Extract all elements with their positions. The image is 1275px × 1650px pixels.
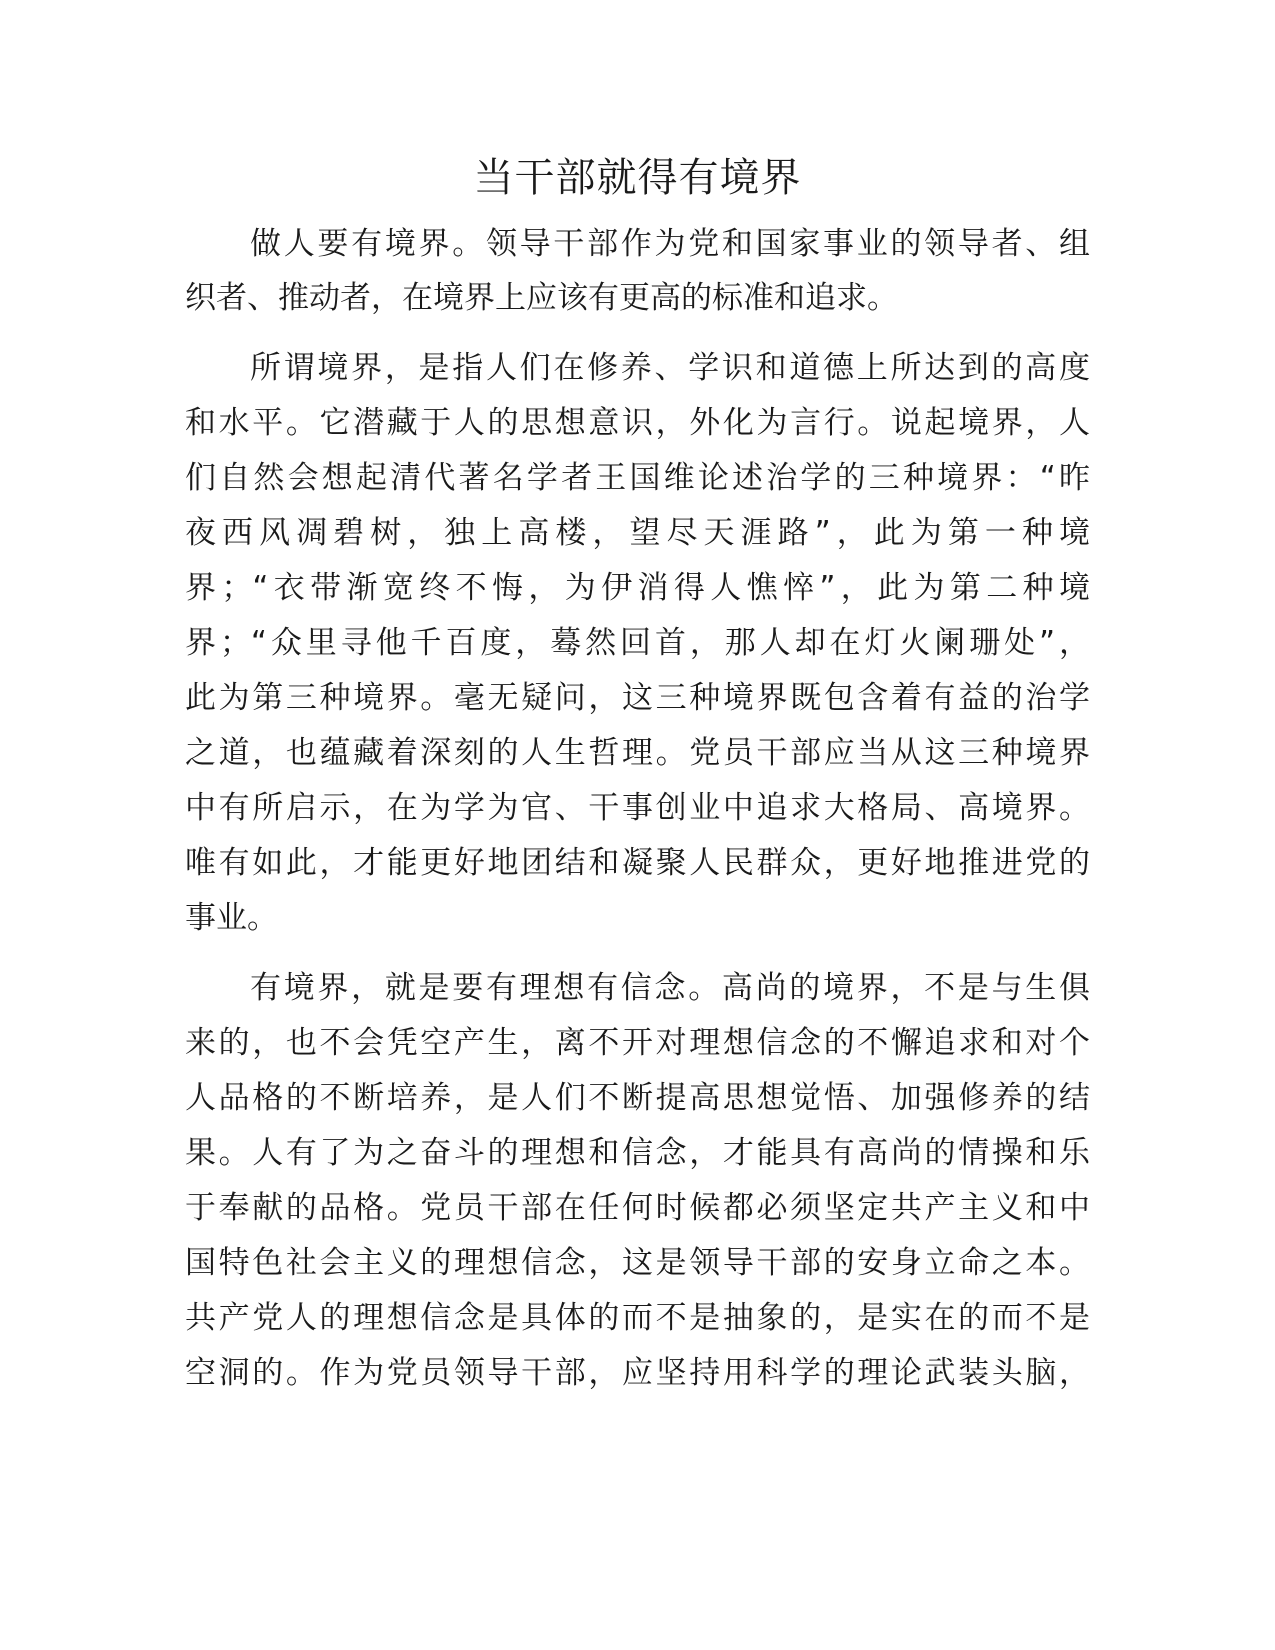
paragraph-3-line-6: 国特色社会主义的理想信念，这是领导干部的安身立命之本。 [185,1245,1090,1281]
paragraph-2-line-9: 中有所启示，在为学为官、干事创业中追求大格局、高境界。 [185,790,1090,826]
paragraph-2-line-3: 们自然会想起清代著名学者王国维论述治学的三种境界：“昨 [185,460,1090,496]
paragraph-3-line-8: 空洞的。作为党员领导干部，应坚持用科学的理论武装头脑， [185,1355,1090,1391]
paragraph-2-line-11: 事业。 [185,900,278,936]
paragraph-2-line-4: 夜西风凋碧树，独上高楼，望尽天涯路”，此为第一种境 [185,515,1090,551]
paragraph-3-line-7: 共产党人的理想信念是具体的而不是抽象的，是实在的而不是 [185,1300,1090,1336]
paragraph-3-line-4: 果。人有了为之奋斗的理想和信念，才能具有高尚的情操和乐 [185,1135,1090,1171]
document-title: 当干部就得有境界 [473,155,802,201]
paragraph-3-line-1: 有境界，就是要有理想有信念。高尚的境界，不是与生俱 [250,970,1090,1006]
paragraph-1-line-2: 织者、推动者，在境界上应该有更高的标准和追求。 [185,280,898,316]
paragraph-2-line-1: 所谓境界，是指人们在修养、学识和道德上所达到的高度 [250,350,1090,386]
paragraph-2-line-6: 界；“众里寻他千百度，蓦然回首，那人却在灯火阑珊处”， [185,625,1090,661]
paragraph-3-line-5: 于奉献的品格。党员干部在任何时候都必须坚定共产主义和中 [185,1190,1090,1226]
paragraph-2-line-2: 和水平。它潜藏于人的思想意识，外化为言行。说起境界，人 [185,405,1090,441]
paragraph-3-line-2: 来的，也不会凭空产生，离不开对理想信念的不懈追求和对个 [185,1025,1090,1061]
paragraph-2-line-7: 此为第三种境界。毫无疑问，这三种境界既包含着有益的治学 [185,680,1090,716]
paragraph-2-line-10: 唯有如此，才能更好地团结和凝聚人民群众，更好地推进党的 [185,845,1090,881]
paragraph-1-line-1: 做人要有境界。领导干部作为党和国家事业的领导者、组 [250,226,1090,262]
paragraph-2-line-8: 之道，也蕴藏着深刻的人生哲理。党员干部应当从这三种境界 [185,735,1090,771]
paragraph-2-line-5: 界；“衣带渐宽终不悔，为伊消得人憔悴”，此为第二种境 [185,570,1090,606]
paragraph-3-line-3: 人品格的不断培养，是人们不断提高思想觉悟、加强修养的结 [185,1080,1090,1116]
